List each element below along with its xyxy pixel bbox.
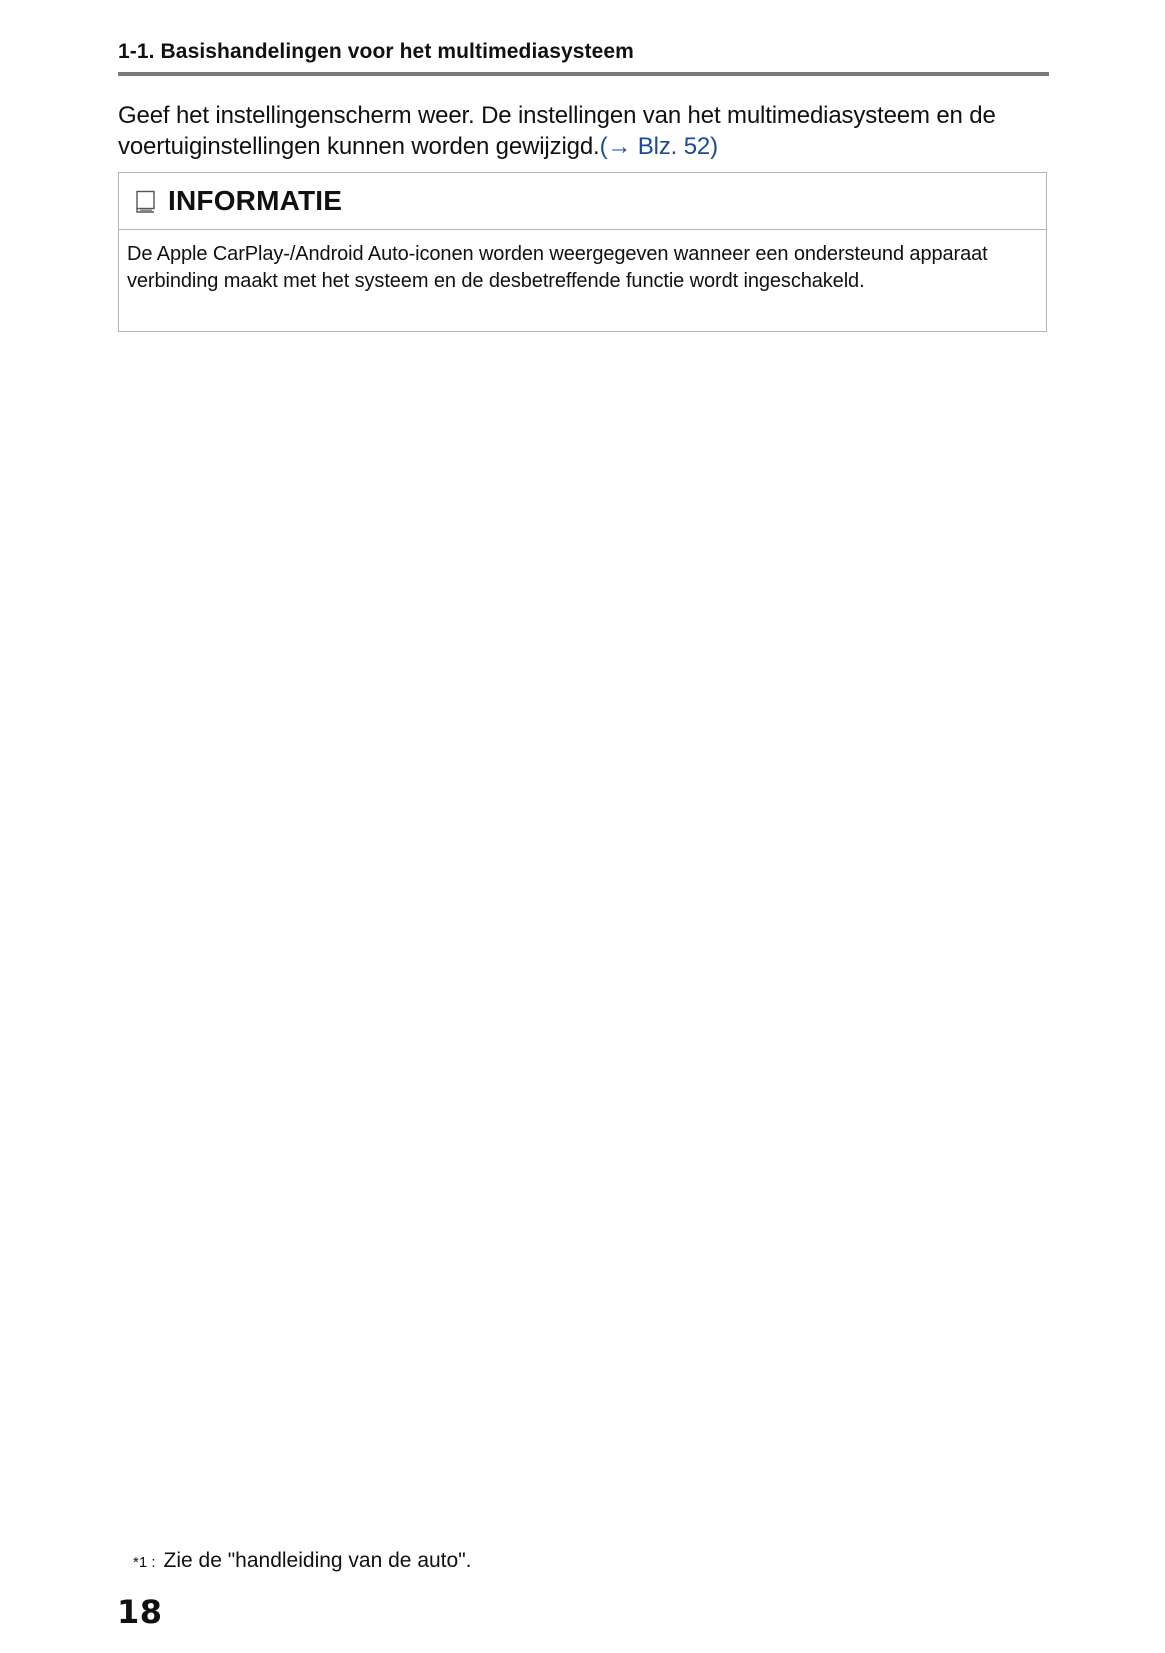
information-box [118, 172, 1047, 332]
footnote [133, 1548, 471, 1576]
body-text: Geef het instellingenscherm weer. De instellingen van het multimediasysteem en de voertuiginstellingen kunnen worden gewijzigd. [118, 102, 996, 160]
page-number: 18 [117, 1593, 163, 1631]
footnote-text: Zie de "handleiding van de auto". [163, 1549, 472, 1572]
footnote-marker: *1 : [133, 1554, 156, 1571]
information-box-header [119, 173, 1046, 230]
page-reference-link[interactable]: (→ Blz. 52) [599, 133, 718, 160]
book-icon [135, 190, 157, 214]
body-paragraph [118, 100, 1063, 162]
information-box-text: De Apple CarPlay-/Android Auto-iconen worden weergegeven wanneer een ondersteund apparaat verbinding maakt met het systeem en de desbetreffende functie wordt ingeschakeld. [127, 243, 988, 292]
information-box-title: INFORMATIE [168, 185, 343, 216]
section-header: 1-1. Basishandelingen voor het multimediasysteem [118, 40, 634, 63]
header-divider [118, 72, 1049, 76]
